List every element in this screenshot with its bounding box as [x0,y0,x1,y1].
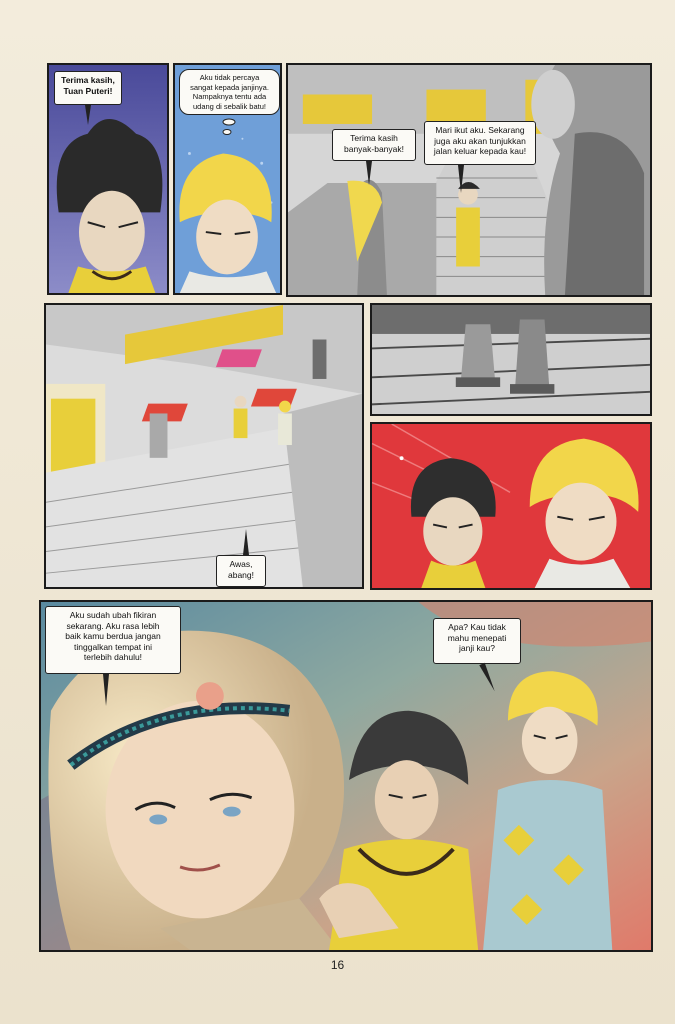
panel-5-art [372,305,650,414]
speech-bubble: Awas, abang! [216,555,266,587]
speech-bubble-left: Terima kasih banyak-banyak! [332,129,416,161]
bubble-tail-princess [103,674,109,706]
page-number: 16 [330,958,345,972]
panel-2-blonde-man [173,63,282,295]
panel-3-art [288,65,650,295]
panel-6-two-men-red [370,422,652,590]
bubble-tail-left [366,161,372,185]
panel-4-art [46,305,362,587]
panel-7-princess-confrontation [39,600,653,952]
panel-6-art [372,424,650,588]
bubble-tail-right [458,165,464,193]
panel-4-courtyard [44,303,364,589]
bubble-tail [85,105,91,125]
panel-1-dark-haired-man [47,63,169,295]
speech-bubble-princess: Aku sudah ubah fikiran sekarang. Aku rasa lebih baik kamu berdua jangan tinggalkan tempat ini terlebih dahulu! [45,606,181,674]
speech-bubble-blonde: Apa? Kau tidak mahu menepati janji kau? [433,618,521,664]
panel-3-palace-stairs [286,63,652,297]
speech-bubble-right: Mari ikut aku. Sekarang juga aku akan tunjukkan jalan keluar kepada kau! [424,121,536,165]
bubble-tail [243,529,249,555]
panel-5-feet-closeup [370,303,652,416]
thought-dots [219,117,239,139]
thought-bubble: Aku tidak percaya sangat kepada janjinya. Nampaknya tentu ada udang di sebalik batu! [179,69,280,115]
speech-bubble: Terima kasih, Tuan Puteri! [54,71,122,105]
